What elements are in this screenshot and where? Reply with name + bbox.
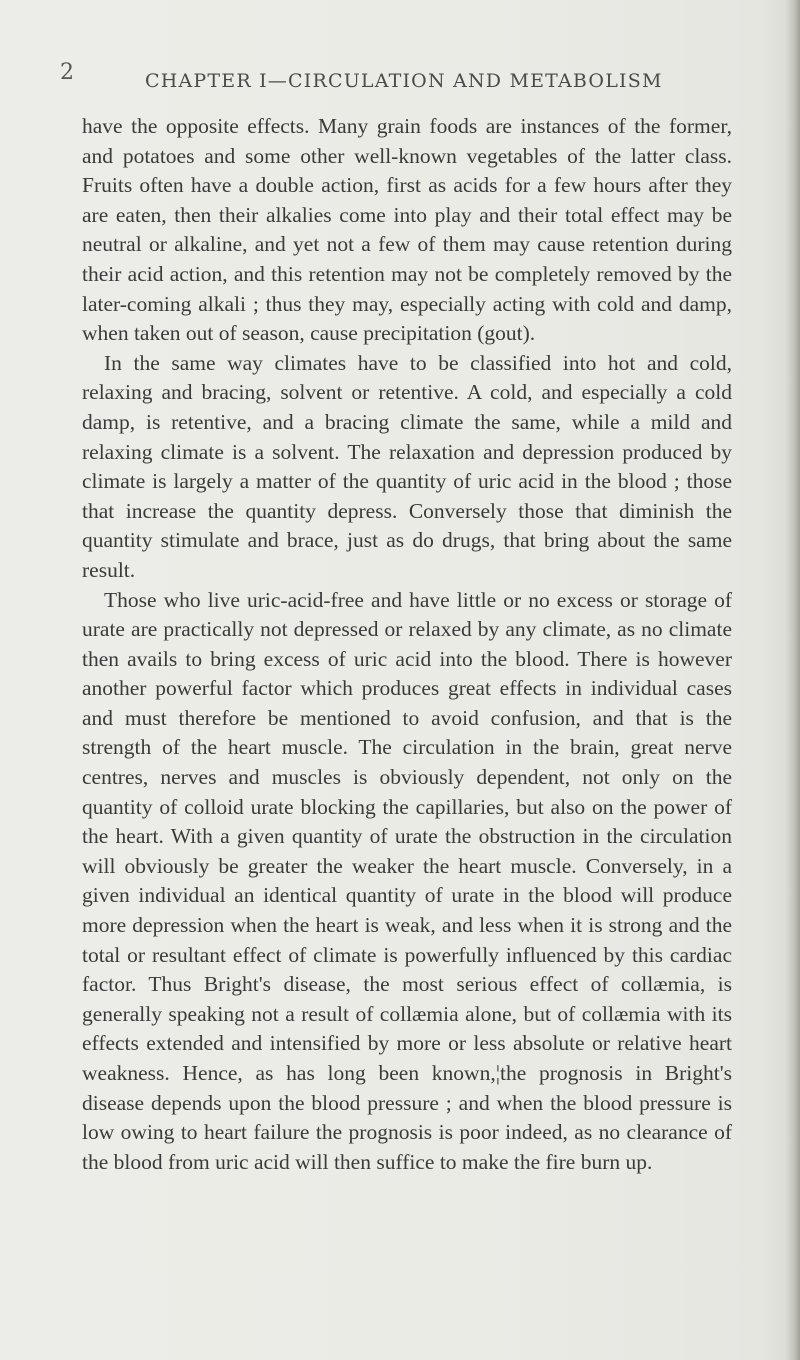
paragraph-1: have the opposite effects. Many grain foods are instances of the former, and potatoes and some other well-known vegetables of the latter class. Fruits often have a double action, first as acids for a few hours after they are eaten, then their alkalies come into play and their total effect may be neutral or alkaline, and yet not a few of them may cause retention during their acid action, and this retention may not be completely removed by the later-coming alkali ; thus they may, especially acting with cold and damp, when taken out of season, cause precipitation (gout). — [82, 114, 732, 346]
page-edge-shadow — [786, 0, 800, 1360]
running-head: CHAPTER I—CIRCULATION AND METABOLISM — [145, 70, 663, 92]
paragraph-2: In the same way climates have to be classified into hot and cold, relaxing and bracing, solvent or retentive. A cold, and especially a cold damp, is retentive, and a bracing climate the same, while a mild and relaxing climate is a solvent. The relaxation and depression produced by climate is largely a matter of the quantity of uric acid in the blood ; those that increase the quantity depress. Conversely those that diminish the quantity stimulate and brace, just as do drugs, that bring about the same result. — [82, 350, 732, 582]
paragraph-3: Those who live uric-acid-free and have little or no excess or storage of urate are practically not depressed or relaxed by any climate, as no climate then avails to bring excess of uric acid into the blood. There is however another powerful factor which produces great effects in individual cases and must therefore be mentioned to avoid confusion, and that is the strength of the heart muscle. The circulation in the brain, great nerve centres, nerves and muscles is obviously dependent, not only on the quantity of colloid urate blocking the capillaries, but also on the power of the heart. With a given quantity of urate the obstruction in the circulation will obviously be greater the weaker the heart muscle. Conversely, in a given individual an identical quantity of urate in the blood will produce more depression when the heart is weak, and less when it is strong and the total or resultant effect of climate is powerfully influenced by this cardiac factor. Thus Bright's disease, the most serious effect of collæmia, is generally speaking not a result of collæmia alone, but of collæmia with its effects extended and intensified by more or less absolute or relative heart weakness. Hence, as has long been known,¦the prognosis in Bright's disease depends upon the blood pressure ; and when the blood pressure is low owing to heart failure the prognosis is poor indeed, as no clearance of the blood from uric acid will then suffice to make the fire burn up. — [82, 587, 732, 1174]
body-text — [82, 112, 732, 1177]
page-number: 2 — [60, 60, 74, 85]
